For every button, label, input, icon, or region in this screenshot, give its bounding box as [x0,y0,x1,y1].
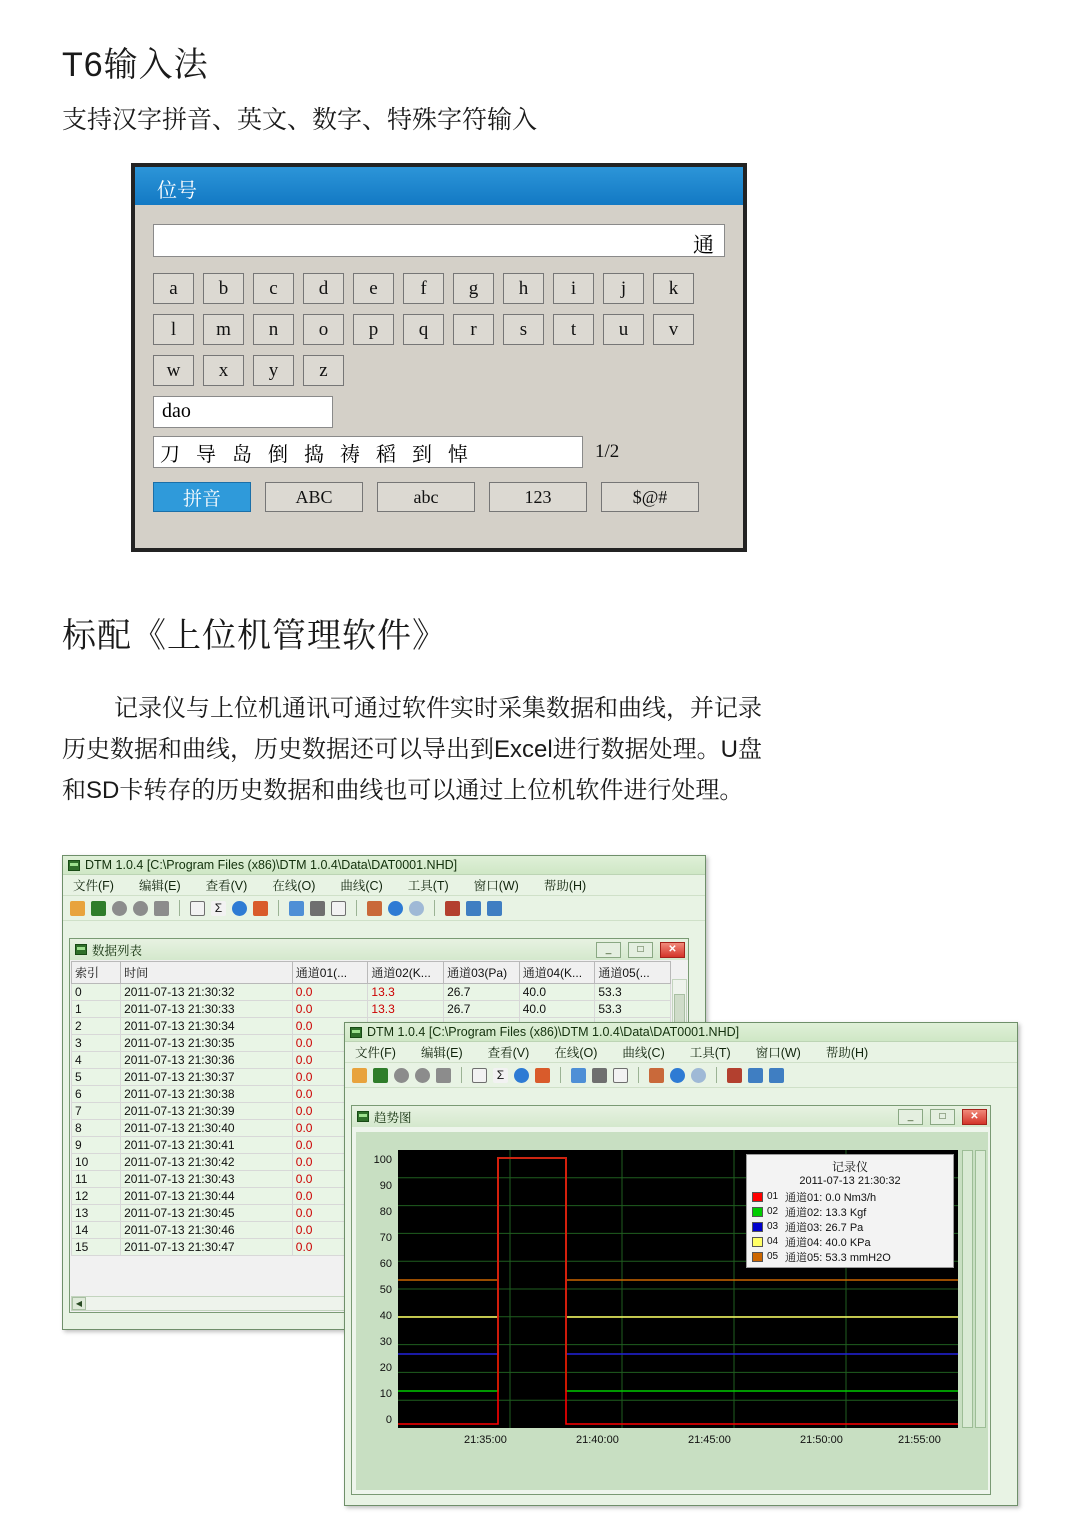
t6-key-row-1 [153,273,725,304]
copy-icon[interactable] [367,901,382,916]
input-mode-row [153,482,725,512]
toolbar-front [345,1063,1017,1088]
table-header-row [72,962,671,984]
ytick-70: 70 [379,1232,392,1244]
menu-tools[interactable]: 工具(T) [407,879,449,893]
datalist-close-button[interactable]: ✕ [660,942,685,958]
key-h[interactable]: h [503,273,544,304]
cell-time: 2011-07-13 21:30:35 [121,1035,293,1052]
ytick-60: 60 [379,1258,392,1270]
cell-time: 2011-07-13 21:30:47 [121,1239,293,1256]
open-folder-icon[interactable] [352,1068,367,1083]
cell-index: 3 [72,1035,121,1052]
candidate-1[interactable]: 刀 [160,443,180,466]
software-paragraph [62,688,982,811]
cell-time: 2011-07-13 21:30:38 [121,1086,293,1103]
toolbar-separator-3 [638,1067,639,1083]
trend-titlebar [352,1106,990,1127]
key-f[interactable]: f [403,273,444,304]
mode-abc-upper[interactable]: ABC [265,482,363,512]
cell-time: 2011-07-13 21:30:44 [121,1188,293,1205]
cell-time: 2011-07-13 21:30:39 [121,1103,293,1120]
mode-numeric[interactable]: 123 [489,482,587,512]
copy-icon[interactable] [649,1068,664,1083]
cell-time: 2011-07-13 21:30:40 [121,1120,293,1137]
trend-close-button[interactable]: ✕ [962,1109,987,1125]
tile-horizontal-icon[interactable] [748,1068,763,1083]
candidate-7[interactable]: 稻 [376,443,396,466]
cell-time: 2011-07-13 21:30:41 [121,1137,293,1154]
cell-time: 2011-07-13 21:30:33 [121,1001,293,1018]
tile-vertical-icon[interactable] [769,1068,784,1083]
toolbar-separator-2 [278,900,279,916]
cell-index: 10 [72,1154,121,1171]
cell-index: 12 [72,1188,121,1205]
ytick-90: 90 [379,1180,392,1192]
chart-plot[interactable] [398,1150,958,1428]
mode-pinyin[interactable]: 拼音 [153,482,251,512]
cell-index: 2 [72,1018,121,1035]
legend-label-ch04: 通道04: 40.0 KPa [785,1236,871,1249]
cell-ch01: 0.0 [292,1001,368,1018]
candidate-5[interactable]: 捣 [304,443,324,466]
ytick-30: 30 [379,1336,392,1348]
window-title-back: DTM 1.0.4 [C:\Program Files (x86)\DTM 1.0.4\Data\DAT0001.NHD] [85,858,458,872]
candidate-list[interactable] [153,436,583,468]
cell-time: 2011-07-13 21:30:36 [121,1052,293,1069]
key-l[interactable]: l [153,314,194,345]
record-stop-icon[interactable] [154,901,169,916]
cascade-windows-icon[interactable] [445,901,460,916]
zoom-in-icon[interactable] [670,1068,685,1083]
export-excel-icon[interactable] [571,1068,586,1083]
t6-window-title: 位号 [157,180,197,202]
cell-ch01: 0.0 [292,1137,368,1154]
zoom-out-icon[interactable] [409,901,424,916]
t6-display-value: 通 [693,234,714,257]
cell-ch01: 0.0 [292,1052,368,1069]
legend-item[interactable] [752,1249,948,1264]
cell-time: 2011-07-13 21:30:43 [121,1171,293,1188]
trend-chart-area [356,1132,988,1490]
ytick-80: 80 [379,1206,392,1218]
cell-ch04: 40.0 [519,984,595,1001]
legend-label-ch01: 通道01: 0.0 Nm3/h [785,1191,877,1204]
toolbar-separator-4 [434,900,435,916]
menu-view[interactable]: 查看(V) [205,879,248,893]
t6-titlebar [135,167,743,205]
info-icon[interactable] [232,901,247,916]
chart-y-axis-labels [356,1132,392,1432]
cell-ch01: 0.0 [292,1018,368,1035]
section-subtitle-t6: 支持汉字拼音、英文、数字、特殊字符输入 [62,106,538,134]
chart-icon[interactable] [535,1068,550,1083]
cell-ch01: 0.0 [292,1103,368,1120]
legend-swatch-ch01 [752,1192,763,1202]
trend-maximize-button[interactable]: □ [930,1109,955,1125]
pinyin-input[interactable]: dao [153,396,333,428]
cell-index: 13 [72,1205,121,1222]
tile-horizontal-icon[interactable] [466,901,481,916]
sum-icon[interactable]: Σ [211,901,226,916]
window-titlebar-front [345,1023,1017,1042]
cell-index: 15 [72,1239,121,1256]
cell-time: 2011-07-13 21:30:46 [121,1222,293,1239]
cell-index: 5 [72,1069,121,1086]
scrollbar-thumb[interactable] [674,994,685,1024]
cell-index: 0 [72,984,121,1001]
legend-num-ch05: 05 [767,1251,779,1262]
menu-online[interactable]: 在线(O) [272,879,316,893]
col-time: 时间 [121,962,293,984]
col-ch05: 通道05(... [595,962,671,984]
cell-ch01: 0.0 [292,1154,368,1171]
cell-index: 6 [72,1086,121,1103]
chart-legend [746,1154,954,1268]
record-start-icon[interactable] [394,1068,409,1083]
menu-help[interactable]: 帮助(H) [543,879,587,893]
tile-vertical-icon[interactable] [487,901,502,916]
key-u[interactable]: u [603,314,644,345]
legend-num-ch04: 04 [767,1236,779,1247]
key-k[interactable]: k [653,273,694,304]
menu-tools[interactable]: 工具(T) [689,1046,731,1060]
open-folder-icon[interactable] [70,901,85,916]
toolbar-separator-2 [560,1067,561,1083]
cell-ch01: 0.0 [292,1205,368,1222]
section-title-software: 标配《上位机管理软件》 [62,617,447,655]
ytick-50: 50 [379,1284,392,1296]
ytick-100: 100 [373,1154,392,1166]
menu-online[interactable]: 在线(O) [554,1046,598,1060]
cell-ch05: 53.3 [595,1001,671,1018]
key-r[interactable]: r [453,314,494,345]
key-z[interactable]: z [303,355,344,386]
key-g[interactable]: g [453,273,494,304]
paragraph-line-3: 和SD卡转存的历史数据和曲线也可以通过上位机软件进行处理。 [62,777,744,804]
cell-index: 1 [72,1001,121,1018]
key-s[interactable]: s [503,314,544,345]
dtm-window-front[interactable] [344,1022,1018,1506]
cascade-windows-icon[interactable] [727,1068,742,1083]
print-preview-icon[interactable] [331,901,346,916]
candidate-9[interactable]: 悼 [448,443,468,466]
window-title-front: DTM 1.0.4 [C:\Program Files (x86)\DTM 1.0.4\Data\DAT0001.NHD] [367,1025,740,1039]
sum-icon[interactable]: Σ [493,1068,508,1083]
menu-help[interactable]: 帮助(H) [825,1046,869,1060]
candidate-4[interactable]: 倒 [268,443,288,466]
key-e[interactable]: e [353,273,394,304]
key-j[interactable]: j [603,273,644,304]
menu-file[interactable]: 文件(F) [73,879,114,893]
key-d[interactable]: d [303,273,344,304]
legend-swatch-ch05 [752,1252,763,1262]
datalist-titlebar [70,939,688,960]
record-pause-icon[interactable] [133,901,148,916]
trend-icon [357,1111,369,1122]
xtick-3: 21:45:00 [688,1434,731,1446]
cell-time: 2011-07-13 21:30:42 [121,1154,293,1171]
cell-ch04: 40.0 [519,1001,595,1018]
legend-swatch-ch03 [752,1222,763,1232]
key-w[interactable]: w [153,355,194,386]
legend-item[interactable] [752,1234,948,1249]
cell-index: 14 [72,1222,121,1239]
table-row [72,984,671,1001]
cell-ch03: 26.7 [444,1001,520,1018]
legend-date: 2011-07-13 21:30:32 [799,1175,901,1187]
xtick-2: 21:40:00 [576,1434,619,1446]
legend-title: 记录仪 [831,1160,868,1174]
key-n[interactable]: n [253,314,294,345]
candidate-3[interactable]: 岛 [232,443,252,466]
cell-time: 2011-07-13 21:30:34 [121,1018,293,1035]
cell-index: 9 [72,1137,121,1154]
cell-ch01: 0.0 [292,1239,368,1256]
cell-ch01: 0.0 [292,1069,368,1086]
chart-scale-bar [962,1150,973,1428]
legend-item[interactable] [752,1189,948,1204]
table-view-icon[interactable] [190,901,205,916]
legend-label-ch05: 通道05: 53.3 mmH2O [785,1251,891,1264]
cell-ch02: 13.3 [368,984,444,1001]
export-excel-icon[interactable] [289,901,304,916]
key-o[interactable]: o [303,314,344,345]
cell-index: 8 [72,1120,121,1137]
cell-time: 2011-07-13 21:30:37 [121,1069,293,1086]
toolbar-separator-1 [179,900,180,916]
menu-window[interactable]: 窗口(W) [473,879,519,893]
cell-ch01: 0.0 [292,1086,368,1103]
toolbar-separator-4 [716,1067,717,1083]
xtick-4: 21:50:00 [800,1434,843,1446]
key-m[interactable]: m [203,314,244,345]
table-view-icon[interactable] [472,1068,487,1083]
cell-index: 7 [72,1103,121,1120]
section-title-t6: T6输入法 [62,46,209,84]
zoom-in-icon[interactable] [388,901,403,916]
key-c[interactable]: c [253,273,294,304]
candidate-2[interactable]: 导 [196,443,216,466]
legend-swatch-ch04 [752,1237,763,1247]
app-icon [68,860,80,871]
t6-key-row-3 [153,355,725,386]
datalist-title: 数据列表 [92,943,143,958]
record-pause-icon[interactable] [415,1068,430,1083]
ytick-40: 40 [379,1310,392,1322]
legend-num-ch01: 01 [767,1191,779,1202]
key-p[interactable]: p [353,314,394,345]
cell-ch03: 26.7 [444,984,520,1001]
cell-ch01: 0.0 [292,1188,368,1205]
window-titlebar-back [63,856,705,875]
paragraph-line-1: 记录仪与上位机通讯可通过软件实时采集数据和曲线，并记录 [114,695,762,722]
col-index: 索引 [72,962,121,984]
menu-edit[interactable]: 编辑(E) [138,879,181,893]
table-row [72,1001,671,1018]
legend-num-ch03: 03 [767,1221,779,1232]
key-x[interactable]: x [203,355,244,386]
record-stop-icon[interactable] [436,1068,451,1083]
cell-ch01: 0.0 [292,1035,368,1052]
xtick-5: 21:55:00 [898,1434,941,1446]
t6-key-row-2 [153,314,725,345]
datalist-minimize-button[interactable]: _ [596,942,621,958]
cell-ch05: 53.3 [595,984,671,1001]
menu-file[interactable]: 文件(F) [355,1046,396,1060]
ytick-0: 0 [385,1414,392,1426]
paragraph-line-2: 历史数据和曲线，历史数据还可以导出到Excel进行数据处理。U盘 [62,736,763,763]
mode-abc-lower[interactable]: abc [377,482,475,512]
cell-index: 4 [72,1052,121,1069]
t6-input-panel[interactable] [131,163,747,552]
key-i[interactable]: i [553,273,594,304]
print-preview-icon[interactable] [613,1068,628,1083]
legend-item[interactable] [752,1219,948,1234]
candidate-8[interactable]: 到 [412,443,432,466]
candidate-row [153,436,725,468]
legend-label-ch03: 通道03: 26.7 Pa [785,1221,864,1234]
col-ch03: 通道03(Pa) [444,962,520,984]
xtick-1: 21:35:00 [464,1434,507,1446]
print-icon[interactable] [592,1068,607,1083]
record-start-icon[interactable] [112,901,127,916]
cell-ch02: 13.3 [368,1001,444,1018]
key-a[interactable]: a [153,273,194,304]
candidate-6[interactable]: 祷 [340,443,360,466]
import-icon[interactable] [91,901,106,916]
trend-title: 趋势图 [374,1110,412,1125]
cell-time: 2011-07-13 21:30:32 [121,984,293,1001]
info-icon[interactable] [514,1068,529,1083]
cell-time: 2011-07-13 21:30:45 [121,1205,293,1222]
menu-view[interactable]: 查看(V) [487,1046,530,1060]
key-v[interactable]: v [653,314,694,345]
key-y[interactable]: y [253,355,294,386]
col-ch01: 通道01(... [292,962,368,984]
cell-ch01: 0.0 [292,1222,368,1239]
toolbar-separator-3 [356,900,357,916]
menubar-back [63,875,705,896]
toolbar-back [63,896,705,921]
menu-edit[interactable]: 编辑(E) [420,1046,463,1060]
trend-window[interactable] [351,1105,991,1495]
print-icon[interactable] [310,901,325,916]
chart-icon[interactable] [253,901,268,916]
ytick-20: 20 [379,1362,392,1374]
zoom-out-icon[interactable] [691,1068,706,1083]
col-ch02: 通道02(K... [368,962,444,984]
legend-swatch-ch02 [752,1207,763,1217]
t6-text-display[interactable] [153,224,725,257]
menu-curve[interactable]: 曲线(C) [340,879,383,893]
toolbar-separator-1 [461,1067,462,1083]
datalist-icon [75,944,87,955]
cell-ch01: 0.0 [292,1120,368,1137]
ytick-10: 10 [379,1388,392,1400]
legend-item[interactable] [752,1204,948,1219]
mode-symbols[interactable]: $@# [601,482,699,512]
menu-curve[interactable]: 曲线(C) [622,1046,665,1060]
import-icon[interactable] [373,1068,388,1083]
datalist-maximize-button[interactable]: □ [628,942,653,958]
key-t[interactable]: t [553,314,594,345]
cell-ch01: 0.0 [292,984,368,1001]
key-b[interactable]: b [203,273,244,304]
legend-label-ch02: 通道02: 13.3 Kgf [785,1206,867,1219]
trend-minimize-button[interactable]: _ [898,1109,923,1125]
candidate-page-indicator: 1/2 [595,441,620,462]
menubar-front [345,1042,1017,1063]
scroll-left-arrow-icon[interactable]: ◀ [72,1297,86,1310]
col-ch04: 通道04(K... [519,962,595,984]
cell-index: 11 [72,1171,121,1188]
app-icon [350,1027,362,1038]
menu-window[interactable]: 窗口(W) [755,1046,801,1060]
chart-vertical-scrollbar[interactable] [975,1150,986,1428]
cell-ch01: 0.0 [292,1171,368,1188]
chart-x-axis-labels [398,1434,958,1450]
legend-num-ch02: 02 [767,1206,779,1217]
key-q[interactable]: q [403,314,444,345]
